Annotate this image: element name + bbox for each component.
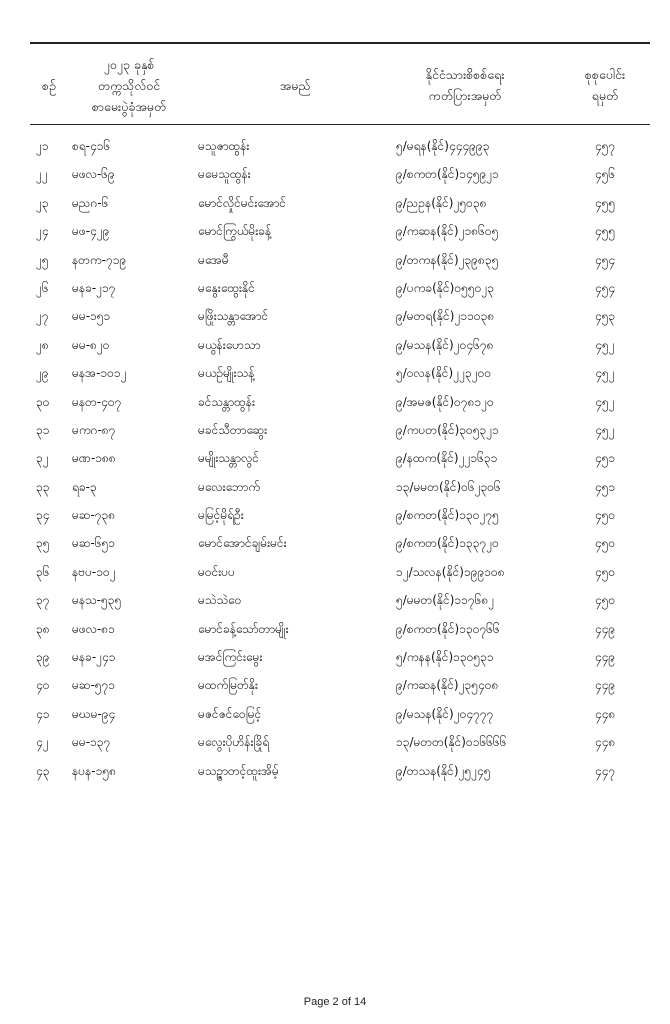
serial-no-cell: ၃၁: [36, 422, 50, 437]
score-cell: ၄၄၈: [594, 706, 616, 721]
name-cell: မောင်လှိုင်မင်းအောင်: [198, 195, 287, 210]
nrc-cell: ၅/မမတ(နိုင်)၁၁၇၆၈၂: [396, 593, 495, 608]
name-cell: မထက်မြတ်နိုး: [198, 678, 258, 693]
score-cell: ၄၅၃: [594, 309, 616, 324]
page-number: Page 2 of 14: [303, 996, 367, 1008]
header-name: အမည်: [279, 77, 311, 93]
score-cell: ၄၅၆: [594, 167, 616, 182]
exam-seat-cell: မနခ-၂၄၁: [72, 650, 116, 665]
score-cell: ၄၅၀: [594, 593, 616, 608]
serial-no-cell: ၃၆: [36, 564, 50, 579]
table-row: [0, 643, 670, 671]
table-row: [0, 246, 670, 274]
score-cell: ၄၅၂: [595, 394, 615, 409]
exam-seat-cell: မနအ-၁၀၁၂: [72, 366, 127, 381]
serial-no-cell: ၂၉: [36, 366, 49, 381]
serial-no-cell: ၃၃: [36, 479, 50, 494]
score-cell: ၄၅၂: [595, 422, 615, 437]
table-row: [0, 558, 670, 586]
nrc-cell: ၉/ညဥန(နိုင်)၂၅၀၃၈: [396, 195, 487, 210]
name-cell: မလေးဘောက်: [198, 479, 260, 494]
serial-no-cell: ၂၂: [36, 167, 48, 182]
score-cell: ၄၅၇: [594, 139, 616, 153]
score-cell: ၄၅၄: [594, 280, 616, 295]
table-row: [0, 728, 670, 756]
nrc-cell: ၉/စကတ(နိုင်)၁၃၃၇၂၀: [396, 536, 499, 551]
serial-no-cell: ၂၆: [36, 280, 49, 295]
nrc-cell: ၅/မရန(နိုင်)၄၄၄၉၉၃: [396, 139, 490, 153]
score-cell: ၄၅၀: [594, 536, 616, 551]
exam-seat-cell: မဆ-၆၅၁: [72, 536, 116, 551]
nrc-cell: ၉/ပကခ(နိုင်)၀၅၅၀၂၃: [396, 280, 494, 295]
exam-seat-cell: မနတ-၄၀၇: [72, 394, 122, 409]
results-table-body: [0, 132, 670, 785]
serial-no-cell: ၂၈: [36, 337, 49, 352]
name-cell: မခင်သီတာဆွေး: [198, 422, 268, 437]
name-cell: မအေမီ: [198, 252, 229, 267]
exam-seat-cell: မဏ-၁၈၈: [72, 451, 116, 466]
exam-seat-cell: မမ-၁၅၁: [72, 309, 111, 324]
header-top-rule: [30, 42, 650, 44]
table-row: [0, 671, 670, 699]
serial-no-cell: ၂၁: [36, 139, 49, 153]
name-cell: မသူဇာထွန်း: [198, 139, 250, 153]
nrc-cell: ၉/စကတ(နိုင်)၁၃၀၂၇၅: [396, 508, 499, 523]
exam-seat-cell: မဆ-၅၇၁: [72, 678, 116, 693]
serial-no-cell: ၂၄: [36, 224, 49, 239]
serial-no-cell: ၃၈: [36, 621, 50, 636]
exam-seat-cell: မမ-၁၃၇: [72, 735, 111, 750]
name-cell: မအင်ကြင်းမွေး: [198, 650, 263, 665]
nrc-cell: ၉/စကတ(နိုင်)၁၃၀၇၆၆: [396, 621, 500, 636]
header-nrc-number: နိုင်ငံသားစိစစ်ရေး ကတ်ပြားအမှတ်: [425, 67, 505, 103]
table-row: [0, 132, 670, 160]
name-cell: မယွန်းဟေသာ: [198, 337, 261, 352]
header-total-score: စုစုပေါင်း ရမှတ်: [584, 67, 626, 103]
exam-seat-cell: မဖလ-၆၉: [72, 167, 115, 182]
table-row: [0, 444, 670, 472]
nrc-cell: ၁၃/မတတ(နိုင်)၀၁၆၆၆၆: [396, 735, 507, 750]
table-row: [0, 189, 670, 217]
table-row: [0, 473, 670, 501]
serial-no-cell: ၂၇: [36, 309, 49, 324]
nrc-cell: ၉/နထက(နိုင်)၂၂၁၆၃၁: [396, 451, 498, 466]
serial-no-cell: ၄၁: [36, 706, 50, 721]
nrc-cell: ၅/ကနန(နိုင်)၁၃၀၅၃၁: [396, 650, 494, 665]
nrc-cell: ၉/မတရ(နိုင်)၂၁၁၀၃၈: [396, 309, 495, 324]
name-cell: မဖြိုးသန္တာအောင်: [198, 309, 269, 324]
score-cell: ၄၅၁: [594, 451, 616, 466]
score-cell: ၄၅၂: [595, 366, 615, 381]
exam-seat-cell: မညဂ-၆: [72, 195, 109, 210]
score-cell: ၄၅၅: [594, 195, 616, 210]
score-cell: ၄၅၀: [594, 508, 616, 523]
header-bottom-rule: [30, 124, 650, 125]
table-row: [0, 160, 670, 188]
nrc-cell: ၉/မသန(နိုင်)၂၀၄၆၇၈: [396, 337, 494, 352]
nrc-cell: ၉/ကဆန(နိုင်)၂၁၈၆၀၅: [396, 224, 499, 239]
score-cell: ၄၄၉: [594, 678, 616, 693]
exam-seat-cell: နဗပ-၁၀၂: [72, 564, 116, 579]
table-row: [0, 529, 670, 557]
serial-no-cell: ၃၉: [36, 650, 50, 665]
serial-no-cell: ၄၃: [36, 763, 50, 778]
nrc-cell: ၉/အမဇ(နိုင်)၀၇၈၁၂၀: [396, 394, 494, 409]
table-row: [0, 700, 670, 728]
table-row: [0, 501, 670, 529]
name-cell: မသဥ္ဇာတင့်ထူးအိမ့်: [198, 763, 279, 778]
exam-seat-cell: မဆ-၇၃၈: [72, 508, 116, 523]
name-cell: ခင်သန္တာထွန်း: [198, 394, 255, 409]
header-serial-no: စဉ်: [42, 77, 56, 93]
name-cell: မလွေးပိုဟိန်းခြိုရ်: [198, 735, 270, 750]
name-cell: မနွေးထွေးနိုင်: [198, 280, 255, 295]
table-row: [0, 388, 670, 416]
exam-seat-cell: နတက-၇၁၉: [72, 252, 127, 267]
table-row: [0, 359, 670, 387]
serial-no-cell: ၄၂: [36, 735, 49, 750]
exam-seat-cell: ရခ-၃: [72, 479, 97, 494]
score-cell: ၄၅၁: [594, 479, 616, 494]
name-cell: မဇင်ဇင်ဝေမြင့်: [198, 706, 262, 721]
score-cell: ၄၄၇: [594, 763, 616, 778]
serial-no-cell: ၂၃: [36, 195, 49, 210]
name-cell: မောင်အောင်ချမ်းမင်း: [198, 536, 287, 551]
exam-seat-cell: မကဂ-၈၇: [72, 422, 116, 437]
score-cell: ၄၄၉: [594, 650, 616, 665]
serial-no-cell: ၃၀: [36, 394, 50, 409]
nrc-cell: ၉/တသန(နိုင်)၂၅၂၄၅: [396, 763, 491, 778]
table-row: [0, 217, 670, 245]
exam-seat-cell: မနသ-၅၃၅: [72, 593, 122, 608]
serial-no-cell: ၃၂: [36, 451, 49, 466]
nrc-cell: ၉/စကတ(နိုင်)၁၄၅၉၂၁: [396, 167, 499, 182]
table-row: [0, 757, 670, 785]
name-cell: မယဉ်မျိုးသန့်: [198, 366, 255, 381]
table-row: [0, 274, 670, 302]
nrc-cell: ၉/ကဆန(နိုင်)၂၃၅၄၀၈: [396, 678, 499, 693]
nrc-cell: ၉/တကန(နိုင်)၂၃၉၈၃၅: [396, 252, 499, 267]
nrc-cell: ၁၂/သလန(နိုင်)၁၉၉၁၀၈: [396, 564, 505, 579]
serial-no-cell: ၂၅: [36, 252, 49, 267]
name-cell: မဝင်းပပ: [198, 564, 235, 579]
exam-seat-cell: စရ-၄၁၆: [72, 139, 111, 153]
name-cell: မသဲသဲဝေ: [198, 593, 242, 608]
exam-seat-cell: မမ-၈၂၀: [72, 337, 110, 352]
table-row: [0, 615, 670, 643]
serial-no-cell: ၄၀: [36, 678, 50, 693]
score-cell: ၄၅၅: [594, 224, 616, 239]
name-cell: မမေသူထွန်း: [198, 167, 251, 182]
exam-seat-cell: မဖလ-၈၁: [72, 621, 115, 636]
exam-seat-cell: မဖ-၄၂၉: [72, 224, 110, 239]
nrc-cell: ၉/ကပတ(နိုင်)၃၀၅၃၂၁: [396, 422, 499, 437]
serial-no-cell: ၃၄: [36, 508, 50, 523]
score-cell: ၄၅၄: [594, 252, 616, 267]
header-exam-seat-number: ၂၀၂၃ ခုနှစ် တက္ကသိုလ်ဝင် စာမေးပွဲခုံအမှတ်: [91, 56, 167, 114]
serial-no-cell: ၃၅: [36, 536, 50, 551]
nrc-cell: ၉/မသန(နိုင်)၂၀၄၇၇၇: [396, 706, 494, 721]
score-cell: ၄၄၈: [594, 735, 616, 750]
name-cell: မမြင့်မိုရ်ဦး: [198, 508, 244, 523]
score-cell: ၄၅၂: [595, 337, 615, 352]
table-row: [0, 586, 670, 614]
nrc-cell: ၁၃/မမတ(နိုင်)၀၆၂၃၀၆: [396, 479, 501, 494]
serial-no-cell: ၃၇: [36, 593, 50, 608]
score-cell: ၄၅၀: [594, 564, 616, 579]
name-cell: မောင်ကြွယ်မိုးခန့်: [198, 224, 272, 239]
table-row: [0, 331, 670, 359]
exam-seat-cell: နပန-၁၅၈: [72, 763, 116, 778]
exam-seat-cell: မနခ-၂၁၇: [72, 280, 116, 295]
name-cell: မမျိုးသန္တာလွင်: [198, 451, 260, 466]
exam-seat-cell: မဃမ-၉၄: [72, 706, 116, 721]
table-row: [0, 416, 670, 444]
nrc-cell: ၅/ဝလန(နိုင်)၂၂၃၂၀၀: [396, 366, 492, 381]
table-row: [0, 302, 670, 330]
score-cell: ၄၄၉: [594, 621, 616, 636]
name-cell: မောင်ခန့်သော်တာမျိုး: [198, 621, 289, 636]
